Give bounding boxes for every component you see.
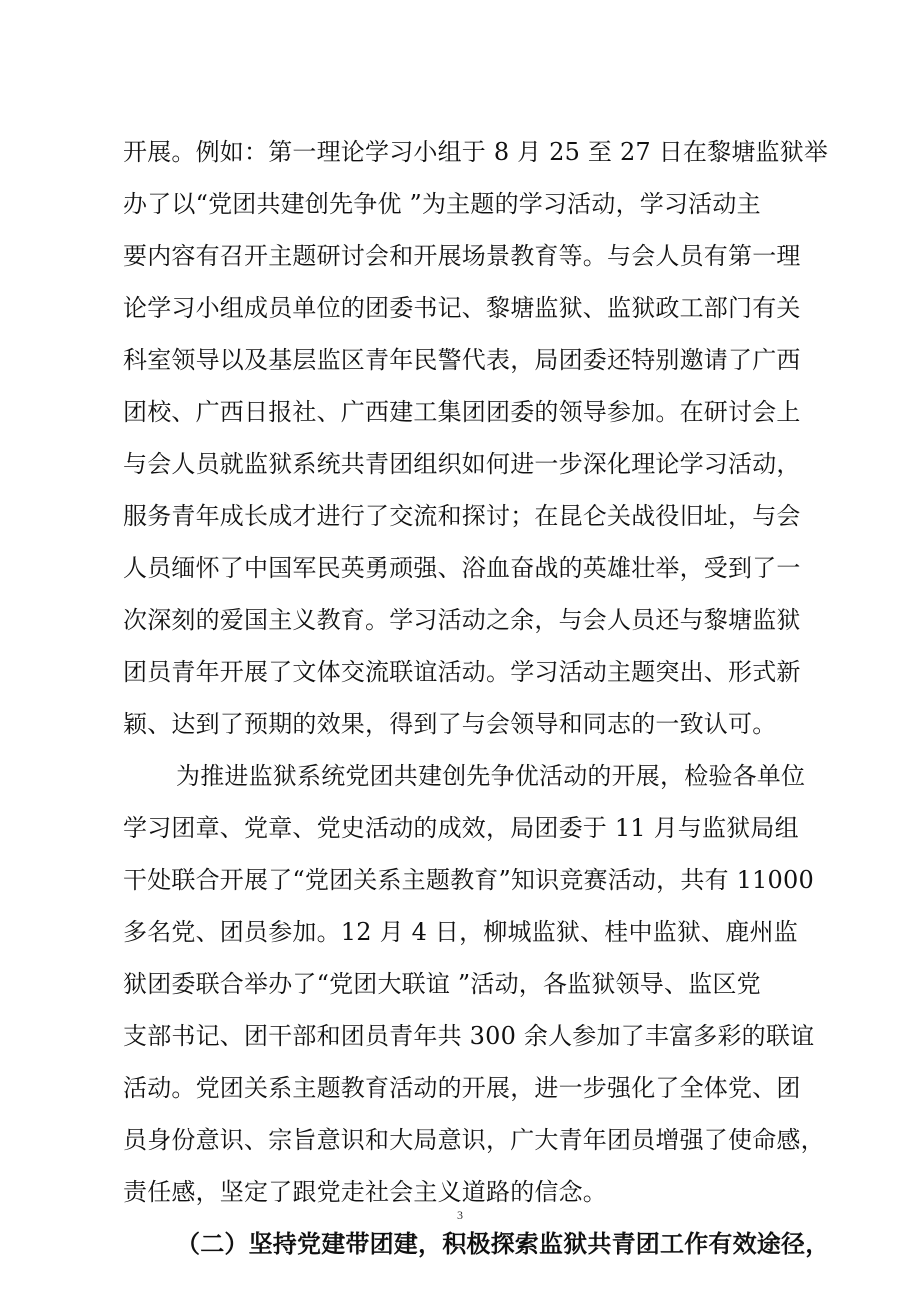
- text-line: 办了以“党团共建创先争优 ”为主题的学习活动，学习活动主: [123, 190, 761, 218]
- text-line: 干处联合开展了“党团关系主题教育”知识竞赛活动，共有 11000: [123, 866, 814, 894]
- text-line: 颖、达到了预期的效果，得到了与会领导和同志的一致认可。: [123, 710, 777, 738]
- text-line: 与会人员就监狱系统共青团组织如何进一步深化理论学习活动，: [123, 450, 801, 478]
- text-line: 科室领导以及基层监区青年民警代表，局团委还特别邀请了广西: [123, 346, 801, 374]
- text-line: 人员缅怀了中国军民英勇顽强、浴血奋战的英雄壮举，受到了一: [123, 554, 801, 582]
- text-line: 团员青年开展了文体交流联谊活动。学习活动主题突出、形式新: [123, 658, 801, 686]
- text-line: 团校、广西日报社、广西建工集团团委的领导参加。在研讨会上: [123, 398, 801, 426]
- page-body: [123, 126, 830, 1270]
- paragraph-first-line: 为推进监狱系统党团共建创先争优活动的开展，检验各单位: [176, 762, 806, 790]
- text-line: 员身份意识、宗旨意识和大局意识，广大青年团员增强了使命感，: [123, 1126, 825, 1154]
- text-line: 论学习小组成员单位的团委书记、黎塘监狱、监狱政工部门有关: [123, 294, 801, 322]
- text-line: 活动。党团关系主题教育活动的开展，进一步强化了全体党、团: [123, 1074, 801, 1102]
- text-line: 要内容有召开主题研讨会和开展场景教育等。与会人员有第一理: [123, 242, 801, 270]
- text-line: 服务青年成长成才进行了交流和探讨；在昆仑关战役旧址，与会: [123, 502, 801, 530]
- text-line: 次深刻的爱国主义教育。学习活动之余，与会人员还与黎塘监狱: [123, 606, 801, 634]
- text-line: 责任感，坚定了跟党走社会主义道路的信念。: [123, 1178, 607, 1206]
- text-line: 支部书记、团干部和团员青年共 300 余人参加了丰富多彩的联谊: [123, 1022, 815, 1050]
- section-heading: （二）坚持党建带团建，积极探索监狱共青团工作有效途径，: [176, 1229, 830, 1258]
- text-line: 开展。例如：第一理论学习小组于 8 月 25 至 27 日在黎塘监狱举: [123, 138, 829, 166]
- page-number: 3: [457, 1208, 463, 1222]
- text-line: 学习团章、党章、党史活动的成效，局团委于 11 月与监狱局组: [123, 814, 799, 842]
- text-line: 狱团委联合举办了“党团大联谊 ”活动，各监狱领导、监区党: [123, 970, 761, 998]
- text-line: 多名党、团员参加。12 月 4 日，柳城监狱、桂中监狱、鹿州监: [123, 918, 798, 946]
